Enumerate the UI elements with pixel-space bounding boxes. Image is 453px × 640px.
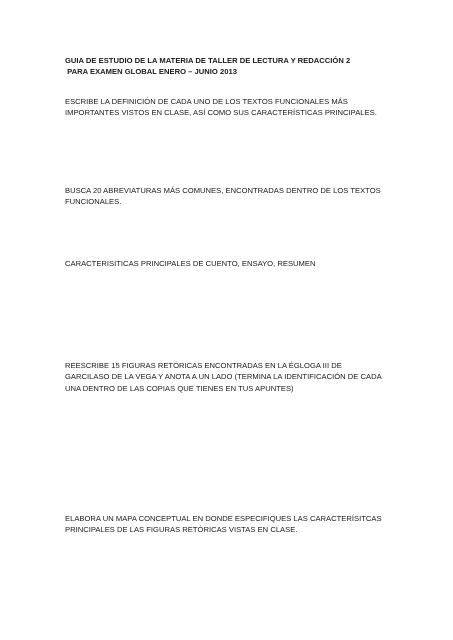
instruction-concept-map: ELABORA UN MAPA CONCEPTUAL EN DONDE ESPECIFIQUES LAS CARACTERÍSITCAS PRINCIPALES DE LAS FIGURAS RETÓRICAS VISTAS EN CLASE. bbox=[65, 514, 382, 535]
instruction-rhetorical-figures: REESCRIBE 15 FIGURAS RETÓRICAS ENCONTRADAS EN LA ÉGLOGA III DE GARCILASO DE LA VEGA Y ANOTA A UN LADO (TERMINA LA IDENTIFICACIÓN DE CADA UNA DENTRO DE LAS COPIAS QUE TIENES EN TUS APUNTES) bbox=[65, 361, 382, 393]
title-line-2: PARA EXAMEN GLOBAL ENERO – JUNIO 2013 bbox=[65, 67, 237, 77]
instruction-story-essay-summary: CARACTERISITICAS PRINCIPALES DE CUENTO, ENSAYO, RESUMEN bbox=[65, 259, 316, 268]
instruction-abbreviations: BUSCA 20 ABREVIATURAS MÁS COMUNES, ENCONTRADAS DENTRO DE LOS TEXTOS FUNCIONALES. bbox=[65, 186, 381, 207]
title-line-1: GUIA DE ESTUDIO DE LA MATERIA DE TALLER DE LECTURA Y REDACCIÓN 2 bbox=[65, 56, 351, 65]
document-title bbox=[65, 55, 395, 78]
instruction-functional-texts: ESCRIBE LA DEFINICIÓN DE CADA UNO DE LOS TEXTOS FUNCIONALES MÁS IMPORTANTES VISTOS EN CLASE, ASÍ COMO SUS CARACTERÍSTICAS PRINCIPALES. bbox=[65, 97, 377, 118]
